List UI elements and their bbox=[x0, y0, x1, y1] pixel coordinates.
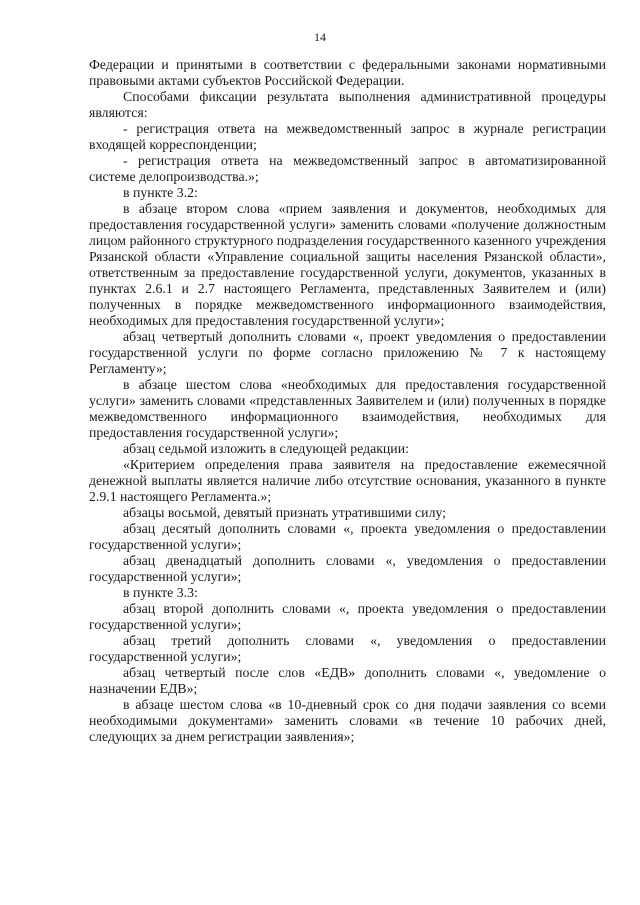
paragraph-3-3-third: абзац третий дополнить словами «, уведомления о предоставлении государственной услуги»; bbox=[89, 633, 606, 664]
paragraph-registration-automated: - регистрация ответа на межведомственный запрос в автоматизированной системе делопроизводства.»; bbox=[89, 153, 606, 184]
paragraph-3-3-fourth: абзац четвертый после слов «ЕДВ» дополнить словами «, уведомление о назначении ЕДВ»; bbox=[89, 665, 606, 696]
paragraph-3-3-second: абзац второй дополнить словами «, проекта уведомления о предоставлении государственной услуги»; bbox=[89, 601, 606, 632]
paragraph-fourth-abzac: абзац четвертый дополнить словами «, проект уведомления о предоставлении государственной услуги по форме согласно приложению № 7 к настоящему Регламенту»; bbox=[89, 329, 606, 376]
paragraph-3-3-sixth: в абзаце шестом слова «в 10-дневный срок со дня подачи заявления со всеми необходимыми документами» заменить словами «в течение 10 рабочих дней, следующих за днем регистрации заявления»; bbox=[89, 697, 606, 744]
page-number: 14 bbox=[314, 30, 326, 44]
paragraph-sixth-abzac: в абзаце шестом слова «необходимых для предоставления государственной услуги» заменить словами «представленных Заявителем и (или) полученных в порядке межведомственного информационного взаимодействия, необходимых для предоставления государственной услуги»; bbox=[89, 377, 606, 440]
paragraph-seventh-abzac: абзац седьмой изложить в следующей редакции: bbox=[123, 441, 409, 456]
paragraph-point-3-2: в пункте 3.2: bbox=[123, 185, 198, 200]
paragraph-fixation-methods: Способами фиксации результата выполнения административной процедуры являются: bbox=[89, 89, 606, 120]
paragraph-tenth-abzac: абзац десятый дополнить словами «, проекта уведомления о предоставлении государственной услуги»; bbox=[89, 521, 606, 552]
document-body bbox=[89, 57, 606, 745]
paragraph-eighth-ninth: абзацы восьмой, девятый признать утратившими силу; bbox=[123, 505, 447, 520]
paragraph-second-abzac: в абзаце втором слова «прием заявления и документов, необходимых для предоставления государственной услуги» заменить словами «получение должностным лицом районного структурного подразделения государственного казенного учреждения Рязанской области «Управление социальной защиты населения Рязанской области», ответственным за предоставление государственной услуги, документов, указанных в пунктах 2.6.1 и 2.7 настоящего Регламента, представленных Заявителем и (или) полученных в порядке межведомственного информационного взаимодействия, необходимых для предоставления государственной услуги»; bbox=[89, 201, 606, 328]
paragraph-registration-journal: - регистрация ответа на межведомственный запрос в журнале регистрации входящей корреспонденции; bbox=[89, 121, 606, 152]
paragraph-point-3-3: в пункте 3.3: bbox=[123, 585, 198, 600]
paragraph-criterion: «Критерием определения права заявителя на предоставление ежемесячной денежной выплаты является наличие либо отсутствие основания, указанного в пункте 2.9.1 настоящего Регламента.»; bbox=[89, 457, 606, 504]
paragraph-twelfth-abzac: абзац двенадцатый дополнить словами «, уведомления о предоставлении государственной услуги»; bbox=[89, 553, 606, 584]
paragraph-continuation: Федерации и принятыми в соответствии с федеральными законами нормативными правовыми актами субъектов Российской Федерации. bbox=[89, 57, 606, 88]
